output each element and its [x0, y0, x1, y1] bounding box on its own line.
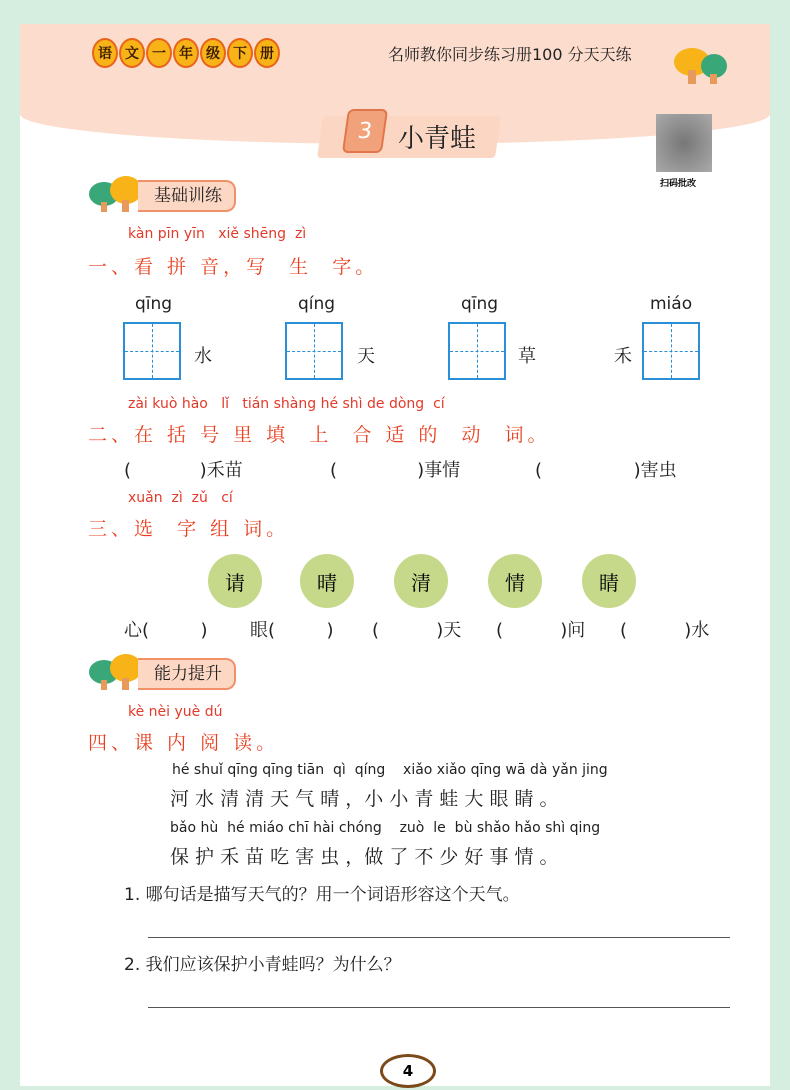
- q4-pinyin: kè nèi yuè dú: [128, 704, 223, 720]
- badge-char: 语: [92, 38, 118, 68]
- q1-pinyin-3: qīng: [461, 294, 499, 314]
- char-bubble: 请: [208, 554, 262, 608]
- badge-char: 年: [173, 38, 199, 68]
- writing-grid-4[interactable]: [642, 322, 700, 380]
- badge-char: 册: [254, 38, 280, 68]
- lesson-number: 3: [342, 109, 388, 153]
- answer-line-1[interactable]: [148, 937, 730, 938]
- q1-char: 水: [194, 346, 212, 367]
- q3-blank-2[interactable]: 眼( ): [250, 620, 334, 641]
- answer-line-2[interactable]: [148, 1007, 730, 1008]
- char-bubble: 情: [488, 554, 542, 608]
- mushroom-icon: [86, 174, 146, 214]
- q3-blank-5[interactable]: ( )水: [620, 620, 710, 641]
- question-1: 1. 哪句话是描写天气的？用一个词语形容这个天气。: [124, 885, 520, 905]
- badge-char: 级: [200, 38, 226, 68]
- q1-char: 草: [518, 346, 536, 367]
- q1-pinyin-1: qīng: [135, 294, 173, 314]
- q2-blank-3[interactable]: ( )害虫: [535, 460, 677, 481]
- q3-blank-4[interactable]: ( )问: [496, 620, 586, 641]
- q1-pinyin-2: qíng: [298, 294, 336, 314]
- mushroom-icon: [86, 652, 146, 692]
- passage-line: 保 护 禾 苗 吃 害 虫 ，做 了 不 少 好 事 情 。: [170, 846, 559, 868]
- q3-pinyin: xuǎn zì zǔ cí: [128, 490, 233, 506]
- q2-title: 二、在 括 号 里 填 上 合 适 的 动 词。: [88, 424, 551, 446]
- qr-code[interactable]: [656, 114, 712, 172]
- passage-pinyin: hé shuǐ qīng qīng tiān qì qíng xiǎo xiǎo qīng wā dà yǎn jing: [172, 762, 608, 778]
- q3-blank-1[interactable]: 心( ): [124, 620, 208, 641]
- grade-badge: [92, 38, 280, 68]
- badge-char: 一: [146, 38, 172, 68]
- char-bubble: 晴: [300, 554, 354, 608]
- worksheet-page: [20, 24, 770, 1086]
- q1-char: 天: [357, 346, 375, 367]
- passage-pinyin: bǎo hù hé miáo chī hài chóng zuò le bù shǎo hǎo shì qing: [170, 820, 601, 836]
- badge-char: 下: [227, 38, 253, 68]
- q4-title: 四、课 内 阅 读。: [88, 732, 280, 754]
- badge-char: 文: [119, 38, 145, 68]
- lesson-title: 小青蛙: [398, 124, 477, 154]
- q1-pinyin: kàn pīn yīn xiě shēng zì: [128, 226, 307, 242]
- q3-blank-3[interactable]: ( )天: [372, 620, 462, 641]
- writing-grid-2[interactable]: [285, 322, 343, 380]
- q2-blank-1[interactable]: ( )禾苗: [124, 460, 243, 481]
- mushroom-icon: [670, 44, 730, 88]
- question-2: 2. 我们应该保护小青蛙吗？为什么？: [124, 955, 401, 975]
- q2-pinyin: zài kuò hào lǐ tián shàng hé shì de dòng cí: [128, 396, 445, 412]
- writing-grid-3[interactable]: [448, 322, 506, 380]
- writing-grid-1[interactable]: [123, 322, 181, 380]
- passage-line: 河 水 清 清 天 气 晴 ，小 小 青 蛙 大 眼 睛 。: [170, 788, 559, 810]
- char-bubble: 睛: [582, 554, 636, 608]
- q1-pinyin-4: miáo: [650, 294, 693, 314]
- qr-label: 扫码批改: [660, 179, 697, 189]
- page-number: 4: [380, 1054, 436, 1088]
- series-title: 名师教你同步练习册100 分天天练: [388, 45, 632, 64]
- q1-title: 一、看 拼 音，写 生 字。: [88, 256, 379, 278]
- q1-char: 禾: [614, 346, 632, 367]
- section-ability: 能力提升: [138, 658, 236, 690]
- q3-title: 三、选 字 组 词。: [88, 518, 290, 540]
- q2-blank-2[interactable]: ( )事情: [330, 460, 461, 481]
- section-basic-training: 基础训练: [138, 180, 236, 212]
- char-bubble: 清: [394, 554, 448, 608]
